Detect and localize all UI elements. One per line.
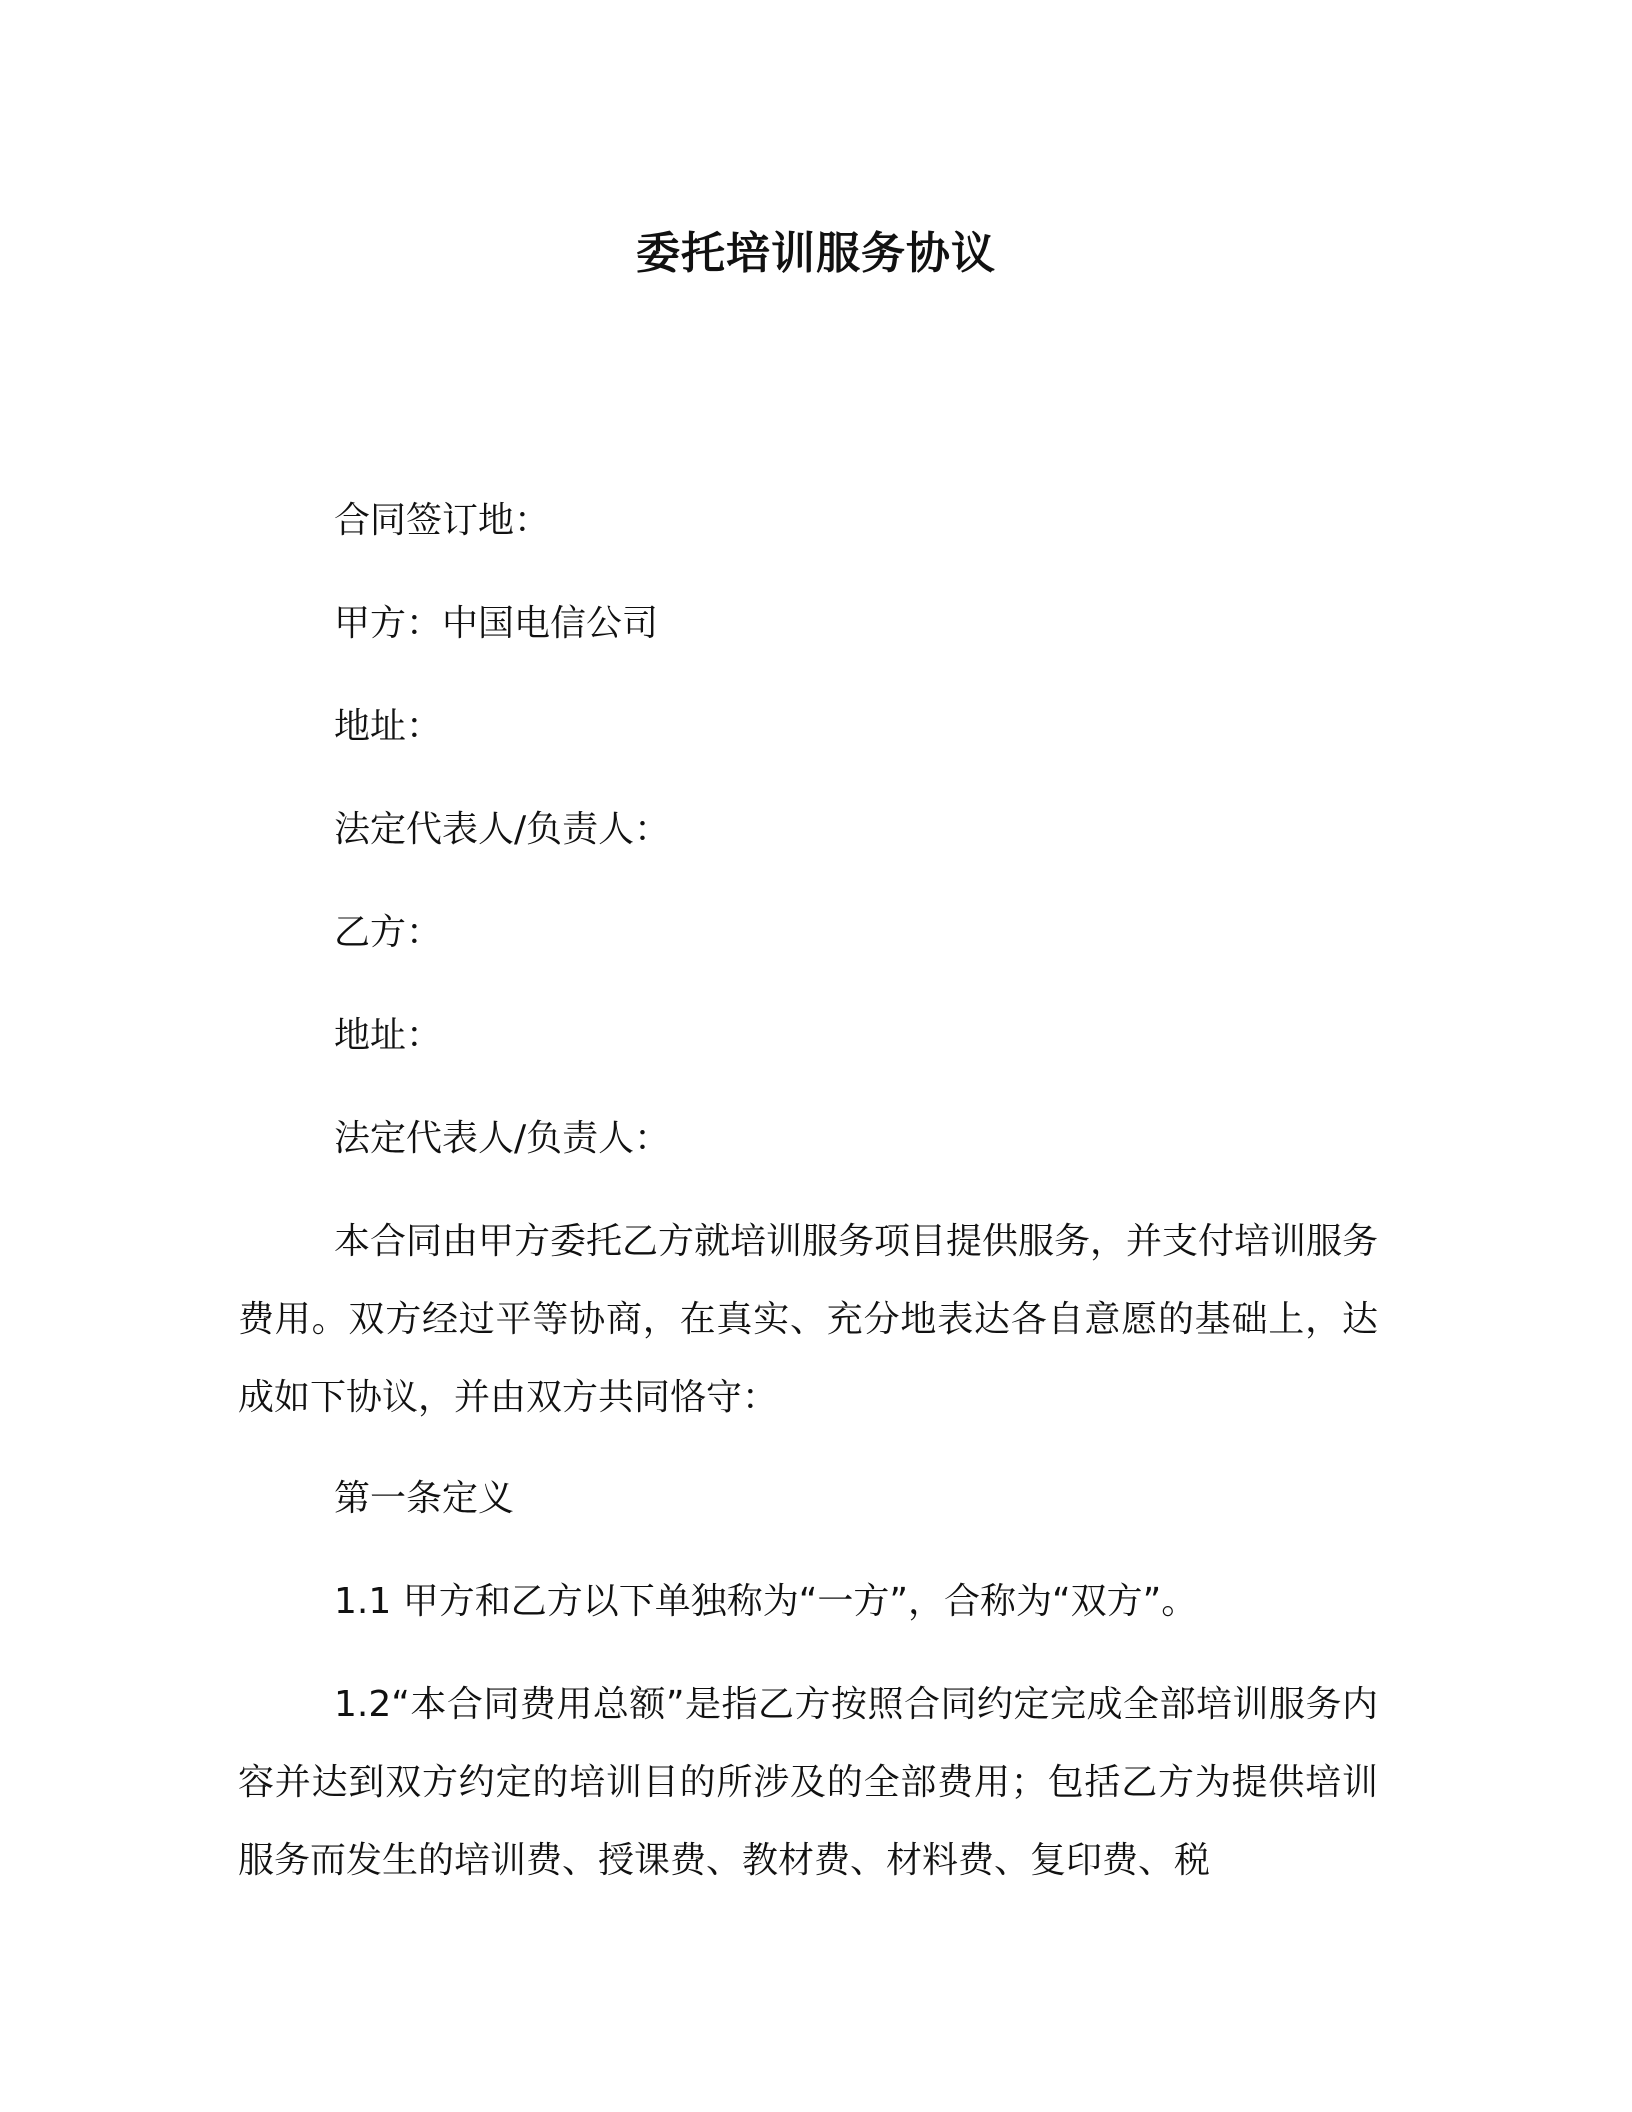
party-a-representative-field: 法定代表人/负责人： (334, 809, 671, 850)
party-b-field: 乙方： (334, 912, 443, 953)
document-title: 委托培训服务协议 (636, 228, 996, 279)
article-1-heading: 第一条定义 (334, 1478, 515, 1519)
clause-1-1: 1.1 甲方和乙方以下单独称为“一方”，合称为“双方”。 (334, 1581, 1198, 1622)
preamble-paragraph: 本合同由甲方委托乙方就培训服务项目提供服务，并支付培训服务费用。双方经过平等协商，在真实、充分地表达各自意愿的基础上，达成如下协议，并由双方共同恪守： (238, 1221, 1379, 1418)
party-a-address-field: 地址： (334, 706, 443, 747)
clause-1-2: 1.2“本合同费用总额”是指乙方按照合同约定完成全部培训服务内容并达到双方约定的培训目的所涉及的全部费用；包括乙方为提供培训服务而发生的培训费、授课费、教材费、材料费、复印费、税 (238, 1684, 1378, 1881)
party-b-representative-field: 法定代表人/负责人： (334, 1118, 671, 1159)
party-a-field: 甲方：中国电信公司 (334, 603, 659, 644)
signing-place-field: 合同签订地： (334, 500, 551, 541)
party-b-address-field: 地址： (334, 1015, 443, 1056)
